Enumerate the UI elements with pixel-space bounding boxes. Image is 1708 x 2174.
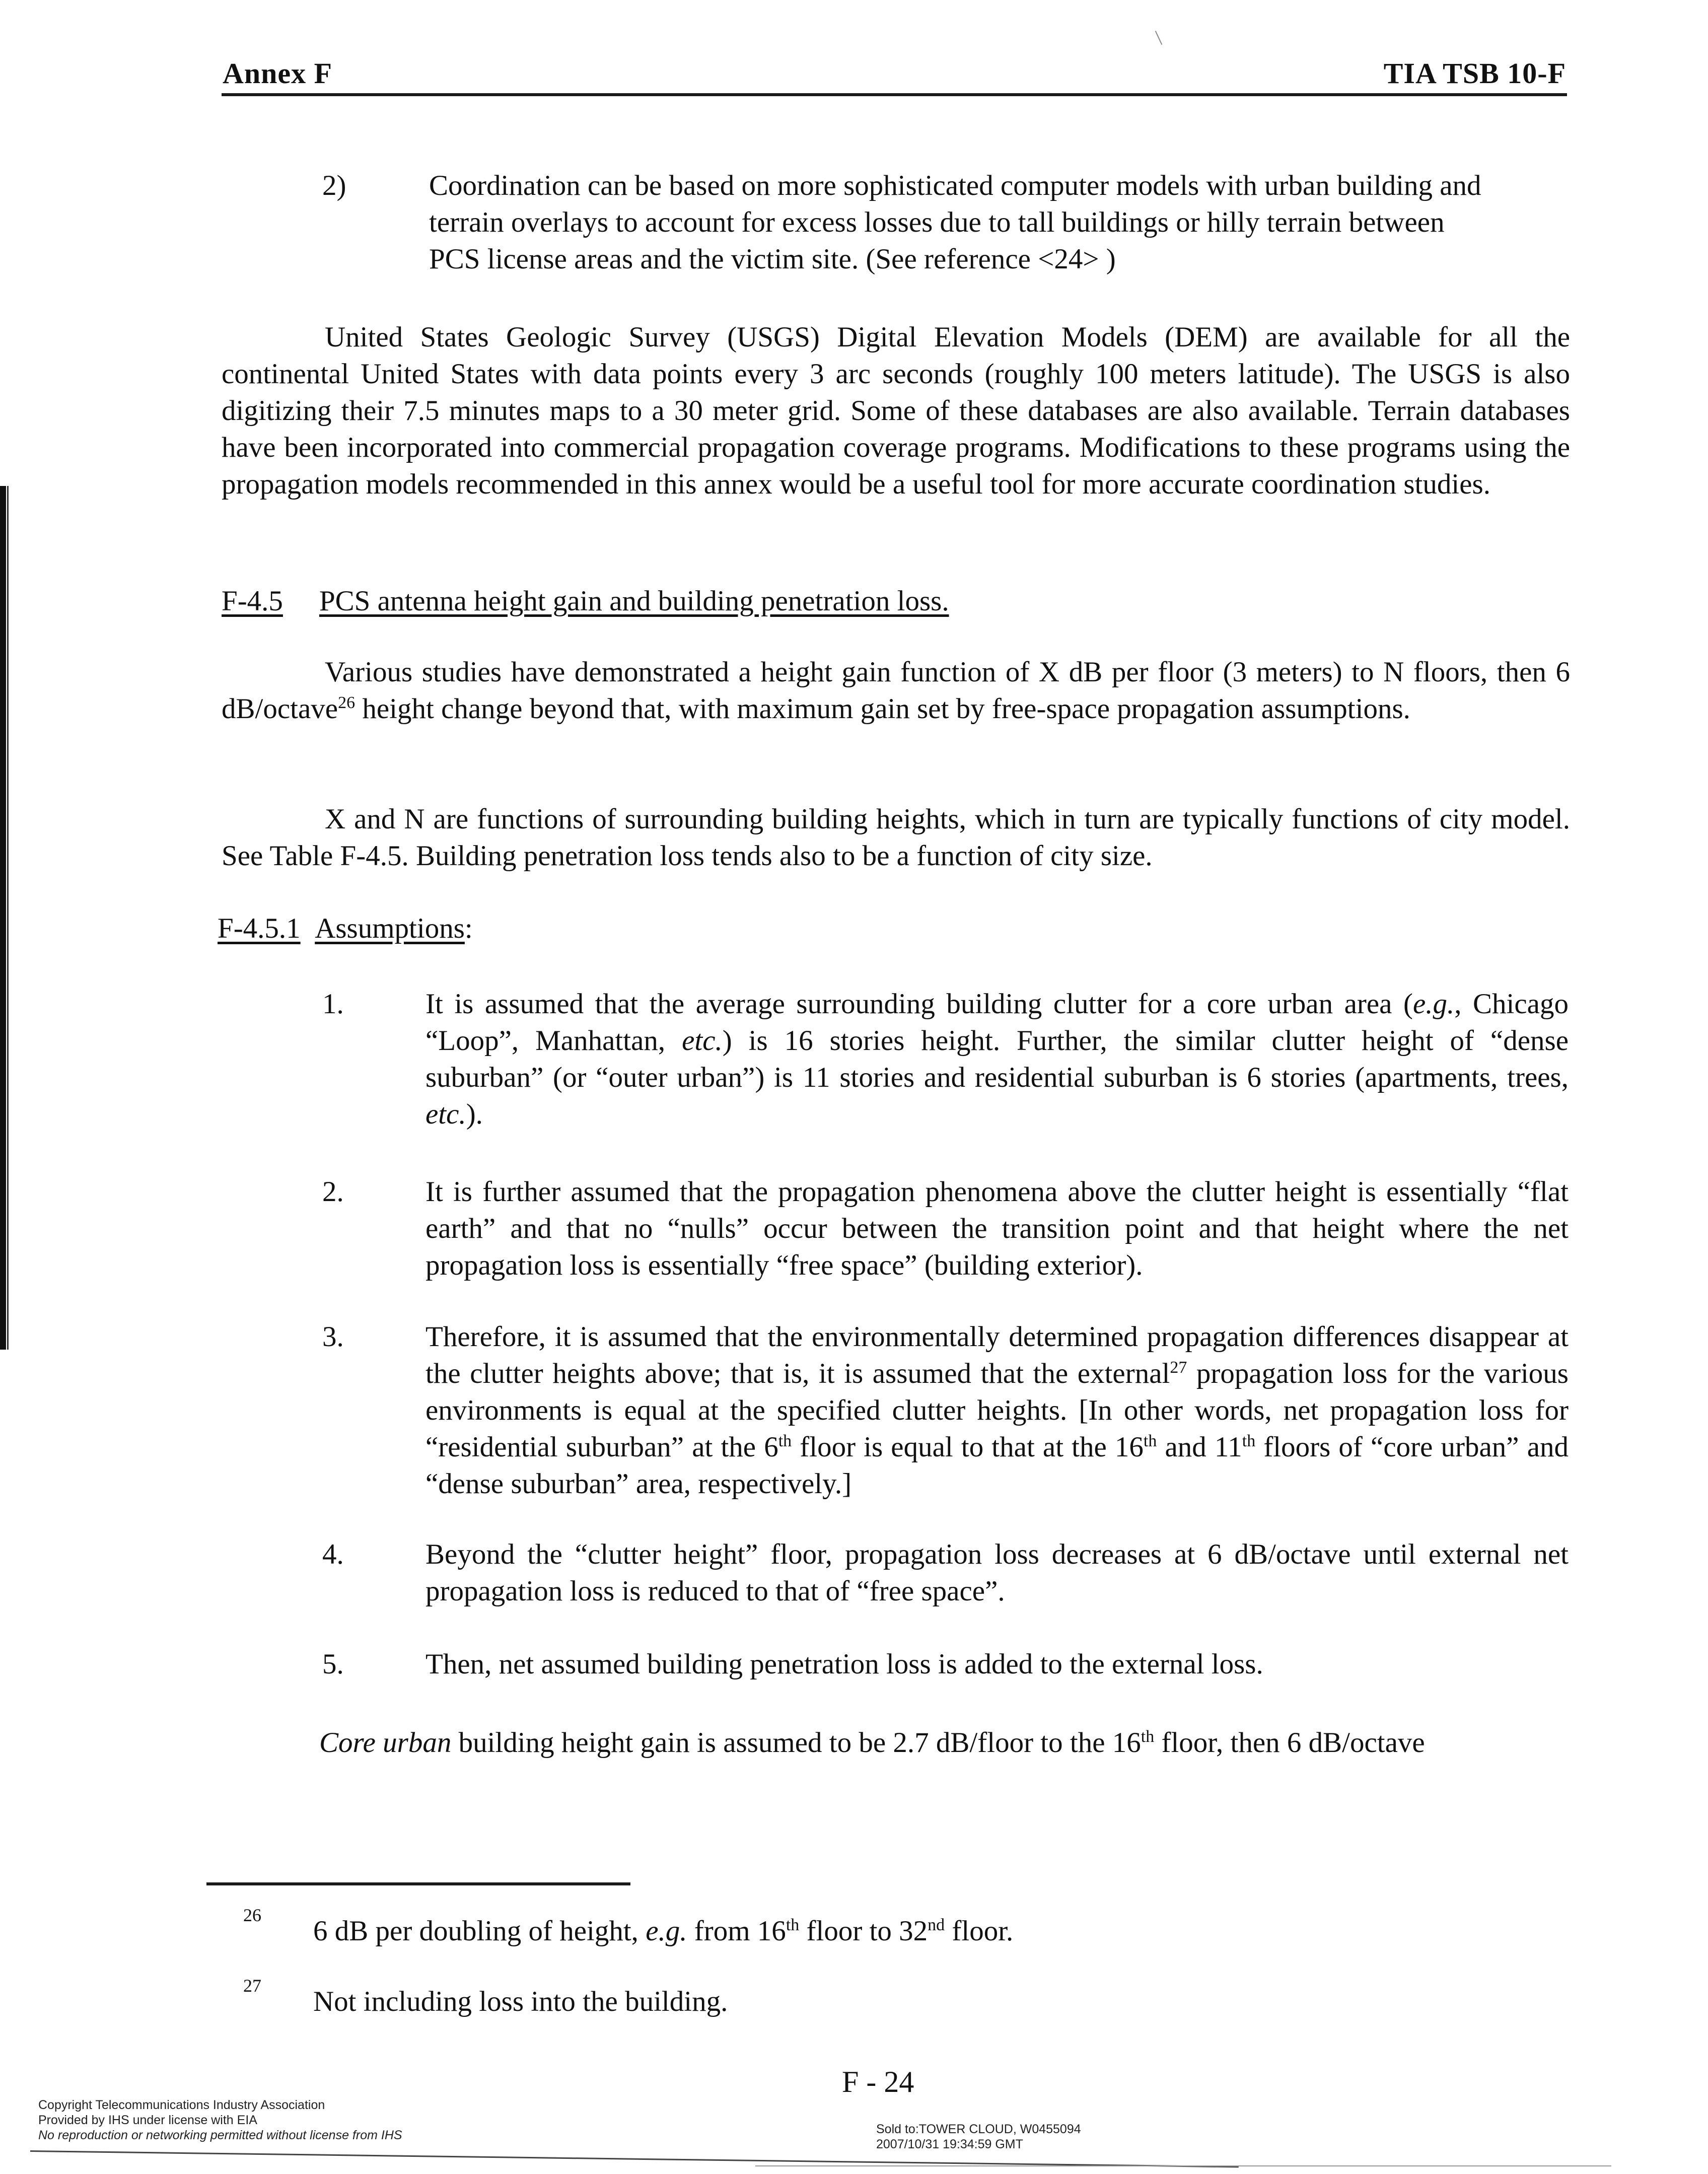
section-heading-f45 — [222, 583, 949, 619]
page-number: F - 24 — [842, 2065, 914, 2098]
text: ). — [466, 1098, 483, 1130]
copyright-notice — [38, 2097, 402, 2143]
text: Therefore, it is assumed that the environmentally determined propagation differences disappear at the clutter heights above; that is, it is assumed that the external — [425, 1321, 1569, 1389]
colon: : — [464, 913, 473, 944]
section-number: F-4.5.1 — [218, 913, 301, 944]
text: floor to 32 — [799, 1915, 928, 1947]
footnote-number: 26 — [243, 1905, 261, 1925]
text-line: Coordination can be based on more sophisticated computer models with urban building and — [429, 170, 1481, 201]
paragraph-usgs: United States Geologic Survey (USGS) Digital Elevation Models (DEM) are available for all the continental United States with data points every 3 arc seconds (roughly 100 meters latitude). The USGS is also digitizing their 7.5 minutes maps to a 30 meter grid. Some of these databases are also available. Terrain databases have been incorporated into commercial propagation coverage programs. Modifications to these programs using the propagation models recommended in this annex would be a useful tool for more accurate coordination studies. — [222, 321, 1570, 500]
assumption-5-text: Then, net assumed building penetration loss is added to the external loss. — [425, 1648, 1263, 1680]
footnote-26-text — [313, 1914, 1013, 1949]
timestamp-line: 2007/10/31 19:34:59 GMT — [876, 2137, 1023, 2151]
running-header-doc-id: TIA TSB 10-F — [1383, 57, 1566, 90]
paragraph-core-urban — [319, 1724, 1571, 1761]
text-line: terrain overlays to account for excess losses due to tall buildings or hilly terrain between — [429, 206, 1445, 238]
text-italic: e.g. — [646, 1915, 687, 1947]
text-italic: etc. — [682, 1025, 723, 1057]
section-heading-f451 — [218, 910, 473, 947]
text: height change beyond that, with maximum gain set by free-space propagation assumptions. — [355, 693, 1410, 725]
list-item-number: 5. — [322, 1648, 344, 1680]
section-number: F-4.5 — [222, 585, 283, 617]
scan-artifact-line — [755, 2165, 1611, 2166]
sold-to-stamp — [876, 2122, 1081, 2152]
text: floor, then 6 dB/octave — [1154, 1727, 1425, 1759]
text: floor. — [945, 1915, 1014, 1947]
footnote-ref[interactable]: 26 — [338, 693, 355, 712]
list-item-number: 3. — [322, 1321, 344, 1353]
paragraph-x-and-n: X and N are functions of surrounding building heights, which in turn are typically functions of city model. See Table F-4.5. Building penetration loss tends also to be a function of city size. — [222, 803, 1570, 872]
text: 6 dB per doubling of height, — [313, 1915, 646, 1947]
assumption-2-text: It is further assumed that the propagation phenomena above the clutter height is essentially “flat earth” and that no “nulls” occur between the transition point and that height where the net propagation loss is essentially “free space” (building exterior). — [425, 1176, 1569, 1281]
text: propagation loss for the various environments is equal at the specified clutter heights. [In other words, net propagation loss for “residential suburban” at the 6 — [425, 1358, 1569, 1463]
scan-mark — [1155, 31, 1162, 45]
copyright-line: Copyright Telecommunications Industry Association — [38, 2098, 325, 2112]
ordinal-suffix: th — [786, 1916, 800, 1934]
text: It is assumed that the average surrounding building clutter for a core urban area ( — [425, 988, 1413, 1020]
ordinal-suffix: th — [1143, 1432, 1157, 1450]
text: floor is equal to that at the 16 — [792, 1431, 1144, 1463]
footnote-number: 27 — [243, 1976, 261, 1996]
text: from 16 — [687, 1915, 786, 1947]
assumption-1-text — [425, 986, 1569, 1133]
list-item-number: 2. — [322, 1176, 344, 1208]
text: building height gain is assumed to be 2.7 dB/floor to the 16 — [451, 1727, 1141, 1759]
text: ) is 16 stories height. Further, the similar clutter height of “dense suburban” (or “outer urban”) is 11 stories and residential suburban is 6 stories (apartments, trees, — [425, 1025, 1569, 1093]
text: floors of “core urban” and “dense suburban” area, respectively.] — [425, 1431, 1569, 1500]
ordinal-suffix: th — [1242, 1432, 1256, 1450]
ordinal-suffix: th — [778, 1432, 792, 1450]
assumption-4-text: Beyond the “clutter height” floor, propagation loss decreases at 6 dB/octave until external net propagation loss is reduced to that of “free space”. — [425, 1538, 1569, 1607]
text: , Chicago “Loop”, Manhattan, — [425, 988, 1569, 1057]
assumption-3-text — [425, 1318, 1569, 1502]
section-title: Assumptions — [315, 913, 465, 944]
list-item-number: 4. — [322, 1538, 344, 1570]
paragraph-height-gain — [222, 654, 1570, 727]
scan-binding-edge-inner — [7, 486, 9, 1350]
ordinal-suffix: th — [1141, 1727, 1155, 1746]
text-line: PCS license areas and the victim site. (See reference <24> ) — [429, 243, 1116, 275]
footnote-separator — [206, 1882, 630, 1885]
sold-to-line: Sold to:TOWER CLOUD, W0455094 — [876, 2122, 1081, 2136]
running-header-annex: Annex F — [223, 57, 333, 90]
text-italic: Core urban — [319, 1727, 452, 1759]
license-line: Provided by IHS under license with EIA — [38, 2113, 257, 2127]
scan-binding-edge — [0, 486, 6, 1350]
header-rule — [222, 93, 1567, 96]
ordinal-suffix: nd — [928, 1916, 945, 1934]
list-item-number: 1. — [322, 988, 344, 1020]
footnote-ref[interactable]: 27 — [1170, 1358, 1187, 1377]
text-italic: e.g. — [1412, 988, 1455, 1020]
text-italic: etc. — [425, 1098, 466, 1130]
footnote-27-text: Not including loss into the building. — [313, 1986, 728, 2017]
text: and 11 — [1157, 1431, 1242, 1463]
list-item-number: 2) — [322, 170, 346, 201]
section-title: PCS antenna height gain and building penetration loss. — [319, 585, 949, 617]
reproduction-notice: No reproduction or networking permitted without license from IHS — [38, 2128, 402, 2142]
list-item-text — [429, 167, 1570, 277]
text: Various studies have demonstrated a height gain function of X dB per floor (3 meters) to N floors, then 6 dB/octave — [222, 656, 1570, 725]
